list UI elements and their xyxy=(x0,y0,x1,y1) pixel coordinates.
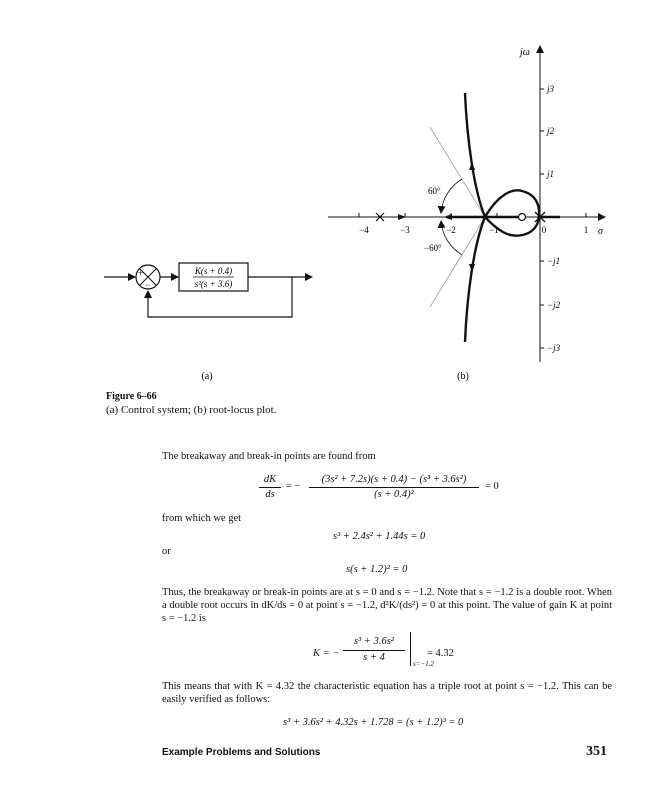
eq4-rhs: = 4.32 xyxy=(427,648,454,659)
real-tick-1: 1 xyxy=(583,225,589,235)
angle-label-60: 60° xyxy=(428,186,441,196)
eq4-subscript: s=−1.2 xyxy=(413,660,434,668)
label-b: (b) xyxy=(457,371,469,382)
eq1-equals: = − xyxy=(286,481,301,492)
asymptote-upper xyxy=(430,127,485,217)
summing-plus-sign: + xyxy=(138,268,144,278)
footer-section-title: Example Problems and Solutions xyxy=(162,747,321,758)
equation-cubic: s³ + 2.4s² + 1.44s = 0 xyxy=(333,531,426,542)
locus-arrow-right xyxy=(444,214,452,220)
block-diagram xyxy=(104,263,312,382)
page-number: 351 xyxy=(586,744,607,759)
real-axis-label: σ xyxy=(598,226,603,237)
imag-tick-j3: j3 xyxy=(547,84,555,94)
eq4-denominator: s + 4 xyxy=(363,652,385,663)
imag-tick-minus-j2: −j2 xyxy=(547,300,561,310)
transfer-numerator: K(s + 0.4) xyxy=(194,266,233,276)
label-a: (a) xyxy=(201,371,213,382)
eq4-numerator: s³ + 3.6s² xyxy=(354,636,394,647)
real-tick-minus-1: −1 xyxy=(489,225,499,235)
eq1-lhs-den: ds xyxy=(265,489,275,500)
imag-axis-label: jω xyxy=(520,47,530,58)
equation-factored: s(s + 1.2)² = 0 xyxy=(346,564,408,575)
real-tick-minus-3: −3 xyxy=(400,225,410,235)
angle-label-minus-60: −60° xyxy=(424,243,442,253)
real-tick-minus-4: −4 xyxy=(359,225,369,235)
figure-caption-title: Figure 6–66 xyxy=(106,391,157,402)
eq1-lhs-num: dK xyxy=(263,474,277,485)
zero-at-minus-0-4 xyxy=(519,214,526,221)
imag-tick-j2: j2 xyxy=(547,126,555,136)
eq4-evaluation-bar xyxy=(410,632,411,666)
root-locus-plot xyxy=(328,46,605,382)
imag-tick-minus-j1: −j1 xyxy=(547,256,561,266)
summing-minus-sign: − xyxy=(145,280,151,290)
paragraph-breakaway-intro: The breakaway and break-in points are found from xyxy=(162,451,376,462)
eq4-lhs: K = − xyxy=(313,648,340,659)
paragraph-breakaway-points: Thus, the breakaway or break-in points are at s = 0 and s = −1.2. Note that s = −1.2 is a double root. When a double root occurs in dK/ds = 0 at point s = −1.2, d²K/(ds²) = 0 at this point. The value of gain K at point s = −1.2 is xyxy=(162,587,612,624)
paragraph-triple-root: This means that with K = 4.32 the characteristic equation has a triple root at point s = −1.2. This can be easily verified as follows: xyxy=(162,681,612,705)
real-tick-minus-2: −2 xyxy=(446,225,456,235)
imag-tick-minus-j3: −j3 xyxy=(547,343,561,353)
paragraph-or: or xyxy=(162,546,171,557)
real-tick-0: 0 xyxy=(541,225,547,235)
paragraph-from-which: from which we get xyxy=(162,513,242,524)
eq1-numerator: (3s² + 7.2s)(s + 0.4) − (s³ + 3.6s²) xyxy=(321,474,467,485)
asymptote-lower xyxy=(430,217,485,307)
imag-tick-j1: j1 xyxy=(547,169,555,179)
eq1-denominator: (s + 0.4)² xyxy=(374,489,414,500)
eq1-rhs: = 0 xyxy=(485,481,499,492)
locus-arrow-up xyxy=(469,162,475,170)
equation-triple-root: s³ + 3.6s² + 4.32s + 1.728 = (s + 1.2)³ = 0 xyxy=(283,717,464,728)
transfer-denominator: s²(s + 3.6) xyxy=(194,279,233,289)
angle-arc-upper xyxy=(441,179,462,213)
figure-caption-text: (a) Control system; (b) root-locus plot. xyxy=(106,404,277,416)
locus-arrow-down xyxy=(469,264,475,272)
